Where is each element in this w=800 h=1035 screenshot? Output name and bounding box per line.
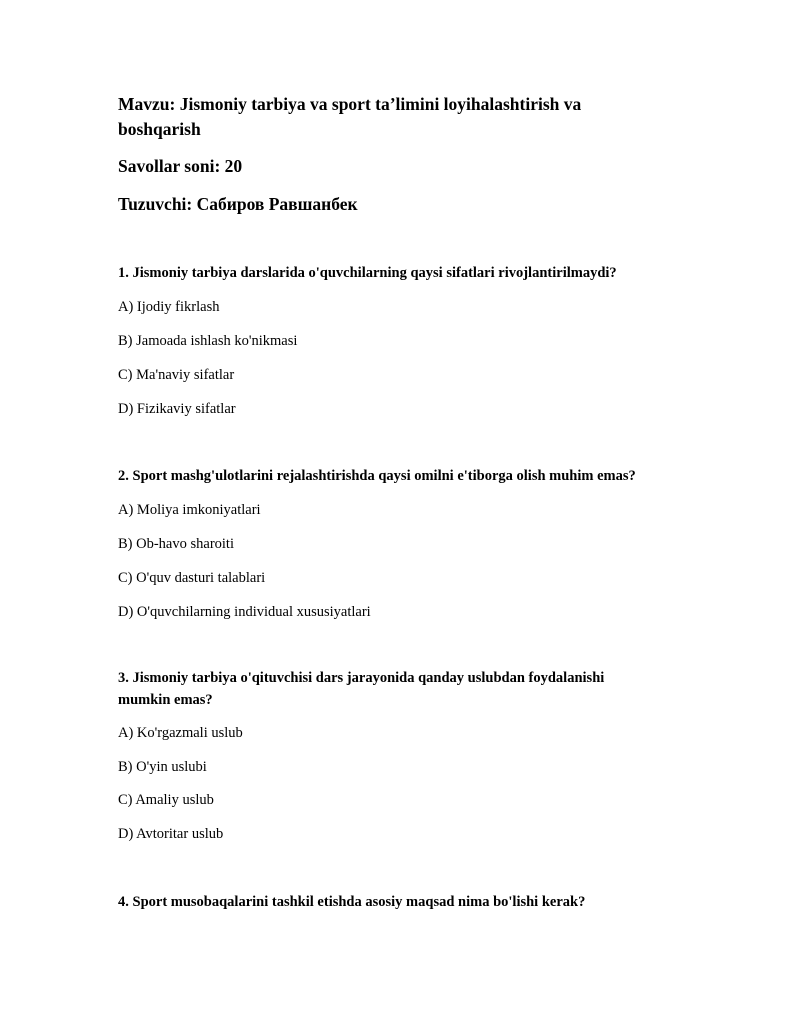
- answer-option: B) O'yin uslubi: [118, 759, 207, 775]
- author-line: Tuzuvchi: Сабиров Равшанбек: [118, 194, 358, 214]
- question-block: [118, 891, 688, 913]
- answer-option: A) Ijodiy fikrlash: [118, 299, 220, 315]
- question-block: [118, 262, 688, 417]
- answer-option: C) Amaliy uslub: [118, 792, 214, 808]
- question-block: [118, 465, 688, 620]
- answer-option: C) Ma'naviy sifatlar: [118, 367, 235, 383]
- answer-option: A) Ko'rgazmali uslub: [118, 725, 243, 741]
- answer-option: D) Fizikaviy sifatlar: [118, 401, 236, 417]
- topic-heading: Mavzu: Jismoniy tarbiya va sport ta’limini loyihalashtirish va boshqarish: [118, 94, 582, 139]
- answer-option: A) Moliya imkoniyatlari: [118, 502, 261, 518]
- question-text: 2. Sport mashg'ulotlarini rejalashtirishda qaysi omilni e'tiborga olish muhim emas?: [118, 468, 636, 484]
- answer-option: D) Avtoritar uslub: [118, 826, 224, 842]
- question-text: 3. Jismoniy tarbiya o'qituvchisi dars jarayonida qanday uslubdan foydalanishi mumkin emas?: [118, 670, 605, 708]
- question-text: 1. Jismoniy tarbiya darslarida o'quvchilarning qaysi sifatlari rivojlantirilmaydi?: [118, 265, 617, 281]
- answer-option: C) O'quv dasturi talablari: [118, 570, 266, 586]
- question-text: 4. Sport musobaqalarini tashkil etishda asosiy maqsad nima bo'lishi kerak?: [118, 894, 586, 910]
- question-block: [118, 667, 688, 842]
- answer-option: B) Jamoada ishlash ko'nikmasi: [118, 333, 298, 349]
- question-count: Savollar soni: 20: [118, 156, 243, 176]
- answer-option: D) O'quvchilarning individual xususiyatlari: [118, 604, 371, 620]
- answer-option: B) Ob-havo sharoiti: [118, 536, 234, 552]
